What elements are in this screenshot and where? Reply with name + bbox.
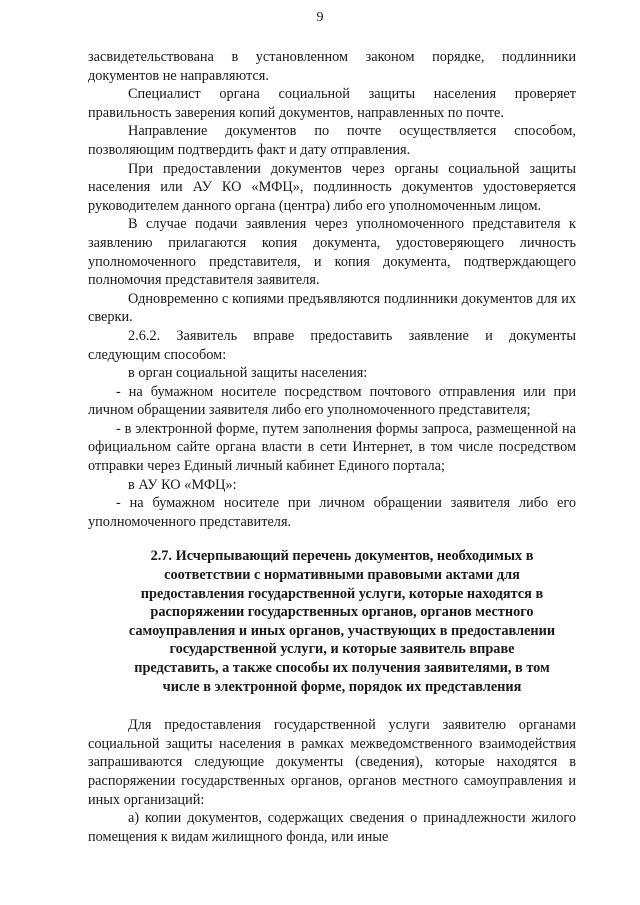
section-heading-2-7: 2.7. Исчерпывающий перечень документов, необходимых в соответствии с нормативными правовыми актами для предоставления государственной услуги, которые находятся в распоряжении государственных органов, органов местного самоуправления и иных органов, участвующих в предоставлении государственной услуги, и которые заявитель вправе представить, а также способы их получения заявителями, в том числе в электронной форме, порядок их представления: [128, 548, 556, 695]
paragraph-originals: Одновременно с копиями предъявляются подлинники документов для их сверки.: [88, 290, 576, 326]
list-item-paper-personal: - на бумажном носителе при личном обращении заявителя либо его уполномоченного представителя.: [88, 495, 576, 530]
page-body: [88, 48, 576, 846]
paragraph-social-protection-organ: в орган социальной защиты населения:: [128, 365, 368, 382]
paragraph-2-6-2: 2.6.2. Заявитель вправе предоставить заявление и документы следующим способом:: [88, 327, 576, 363]
paragraph-mail-sending: Направление документов по почте осуществляется способом, позволяющим подтвердить факт и дату отправления.: [88, 123, 576, 158]
paragraph-certification: засвидетельствована в установленном законом порядке, подлинники документов не направляются.: [88, 49, 576, 84]
paragraph-authenticity: При предоставлении документов через органы социальной защиты населения или АУ КО «МФЦ», подлинность документов удостоверяется руководителем данного органа (центра) либо его уполномоченным лицом.: [88, 160, 576, 214]
page-number: 9: [316, 10, 324, 25]
paragraph-specialist-check: Специалист органа социальной защиты населения проверяет правильность заверения копий документов, направленных по почте.: [88, 86, 576, 121]
list-item-paper-mail: - на бумажном носителе посредством почтового отправления или при личном обращении заявителя либо его уполномоченного представителя;: [88, 383, 576, 419]
list-item-a: а) копии документов, содержащих сведения о принадлежности жилого помещения к видам жилищного фонда, или иные: [88, 810, 576, 845]
paragraph-mfc: в АУ КО «МФЦ»:: [128, 476, 237, 493]
paragraph-representative: В случае подачи заявления через уполномоченного представителя к заявлению прилагаются копия документа, удостоверяющего личность уполномоченного представителя, и копия документа, подтверждающего полномочия представителя заявителя.: [88, 216, 576, 289]
paragraph-interagency: Для предоставления государственной услуги заявителю органами социальной защиты населения в рамках межведомственного взаимодействия запрашиваются следующие документы (сведения), которые находятся в распоряжении государственных органов, органов местного самоуправления и иных организаций:: [88, 717, 576, 808]
list-item-electronic: - в электронной форме, путем заполнения формы запроса, размещенной на официальном сайте органа власти в сети Интернет, в том числе посредством отправки через Единый личный кабинет Единого портала;: [88, 420, 576, 475]
